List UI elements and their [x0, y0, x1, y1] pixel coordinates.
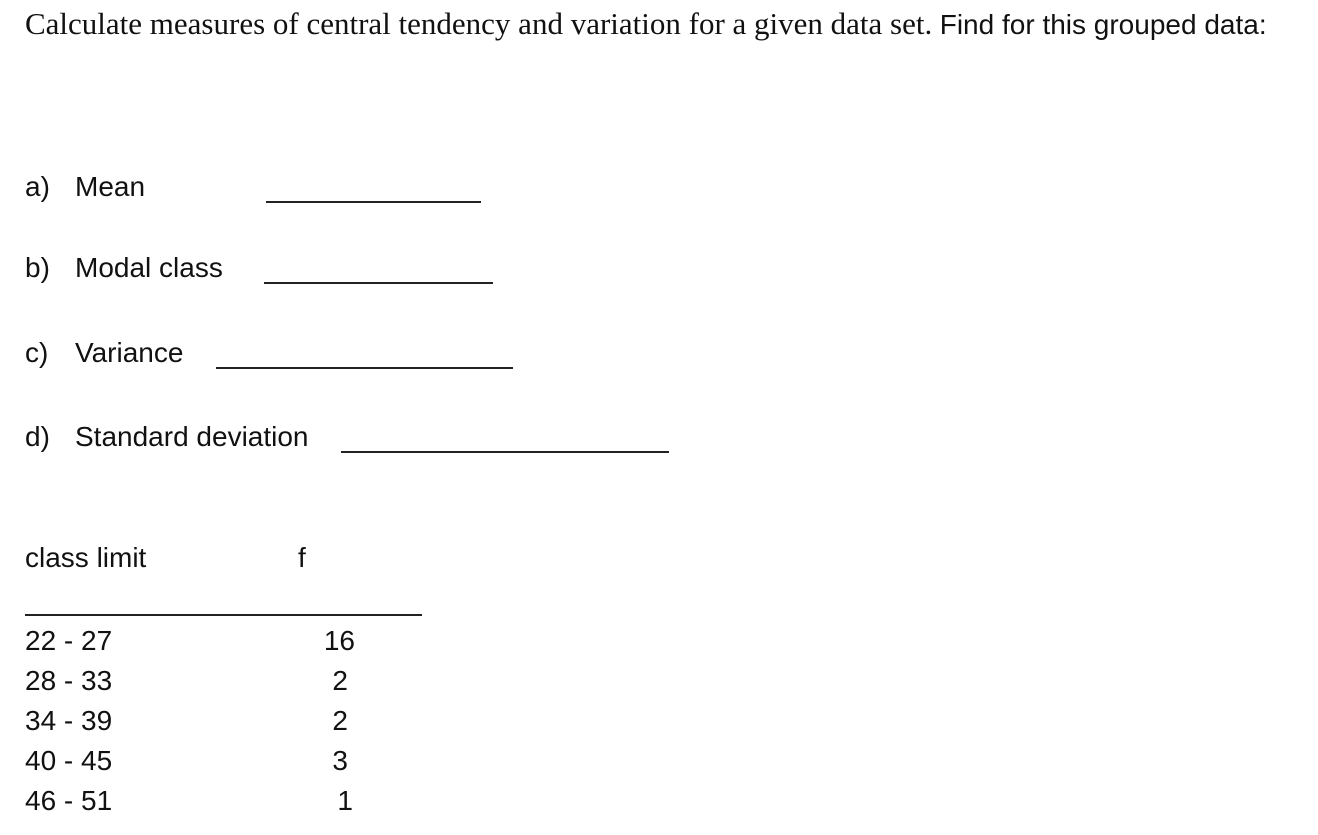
- question-letter: c): [25, 337, 49, 368]
- question-mean: [25, 170, 145, 204]
- question-label: Mean: [75, 171, 146, 202]
- class-limit-cell: 46 - 51: [25, 785, 113, 816]
- frequency-cell: 3: [332, 745, 348, 776]
- standard-deviation-answer-blank[interactable]: [341, 451, 669, 453]
- problem-statement: [25, 4, 1305, 45]
- problem-statement-serif: Calculate measures of central tendency and variation for a given data set.: [25, 6, 933, 41]
- question-standard-deviation: [25, 420, 309, 454]
- frequency-cell: 1: [337, 785, 353, 816]
- variance-answer-blank[interactable]: [216, 367, 513, 369]
- question-label: Variance: [75, 337, 184, 368]
- modal-class-answer-blank[interactable]: [264, 282, 493, 284]
- question-modal-class: [25, 251, 223, 285]
- question-label: Standard deviation: [75, 421, 309, 452]
- table-header-rule: [25, 614, 422, 616]
- question-letter: d): [25, 421, 50, 452]
- class-limit-cell: 22 - 27: [25, 625, 113, 656]
- table-header-class-limit: class limit: [25, 542, 147, 573]
- class-limit-cell: 34 - 39: [25, 705, 113, 736]
- frequency-cell: 2: [332, 705, 348, 736]
- class-limit-cell: 40 - 45: [25, 745, 113, 776]
- mean-answer-blank[interactable]: [266, 201, 481, 203]
- table-header-frequency: f: [298, 542, 306, 573]
- frequency-cell: 16: [323, 625, 355, 656]
- question-letter: b): [25, 252, 50, 283]
- problem-statement-sans: Find for this grouped data:: [939, 9, 1267, 40]
- class-limit-cell: 28 - 33: [25, 665, 113, 696]
- question-label: Modal class: [75, 252, 223, 283]
- question-letter: a): [25, 171, 50, 202]
- frequency-cell: 2: [332, 665, 348, 696]
- question-variance: [25, 336, 183, 370]
